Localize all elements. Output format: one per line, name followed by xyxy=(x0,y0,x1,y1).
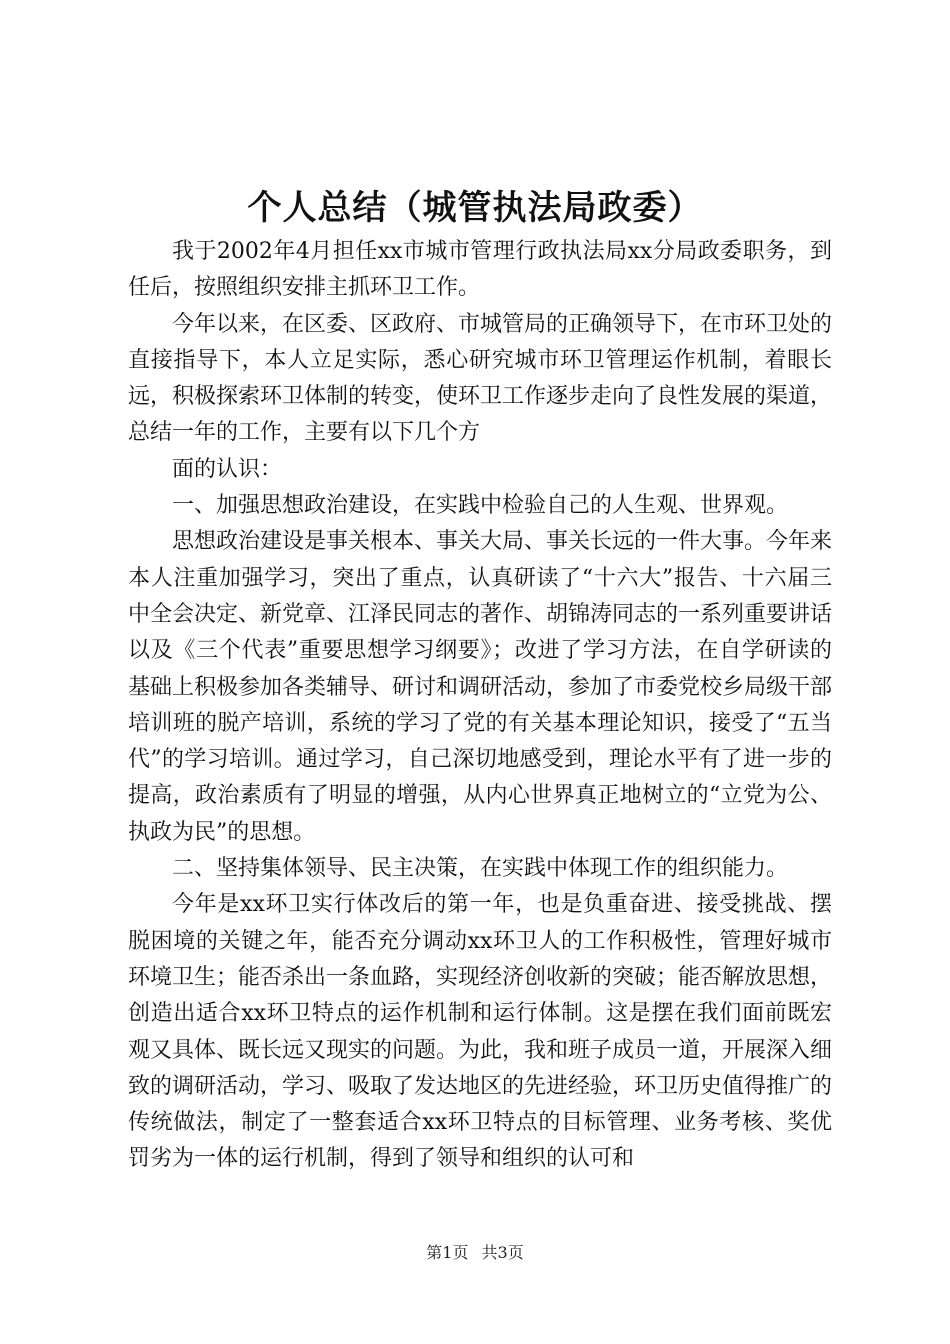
paragraph: 我于2002年4月担任xx市城市管理行政执法局xx分局政委职务，到任后，按照组织安排主抓环卫工作。 xyxy=(128,239,832,301)
paragraph: 面的认识： xyxy=(172,456,283,482)
section-heading: 一、加强思想政治建设，在实践中检验自己的人生观、世界观。 xyxy=(172,493,789,519)
section-heading: 二、坚持集体领导、民主决策，在实践中体现工作的组织能力。 xyxy=(172,856,789,882)
page-total: 共3页 xyxy=(481,1243,524,1262)
paragraph: 今年以来，在区委、区政府、市城管局的正确领导下，在市环卫处的直接指导下，本人立足实际，悉心研究城市环卫管理运作机制，着眼长远，积极探索环卫体制的转变，使环卫工作逐步走向了良性发展的渠道，总结一年的工作，主要有以下几个方 xyxy=(128,311,833,446)
document-body xyxy=(128,234,832,1178)
paragraph: 思想政治建设是事关根本、事关大局、事关长远的一件大事。今年来本人注重加强学习，突出了重点，认真研读了“十六大”报告、十六届三中全会决定、新党章、江泽民同志的著作、胡锦涛同志的一系列重要讲话以及《三个代表”重要思想学习纲要》；改进了学习方法，在自学研读的基础上积极参加各类辅导、研讨和调研活动，参加了市委党校乡局级干部培训班的脱产培训，系统的学习了党的有关基本理论知识，接受了“五当代”的学习培训。通过学习，自己深切地感受到，理论水平有了进一步的提高，政治素质有了明显的增强，从内心世界真正地树立的“立党为公、执政为民”的思想。 xyxy=(128,529,833,845)
page-footer xyxy=(0,1242,950,1264)
document-title: 个人总结（城管执法局政委） xyxy=(247,188,703,228)
page-number: 第1页 xyxy=(426,1243,469,1262)
paragraph: 今年是xx环卫实行体改后的第一年，也是负重奋进、接受挑战、摆脱困境的关键之年，能否充分调动xx环卫人的工作积极性，管理好城市环境卫生；能否杀出一条血路，实现经济创收新的突破；能否解放思想，创造出适合xx环卫特点的运作机制和运行体制。这是摆在我们面前既宏观又具体、既长远又现实的问题。为此，我和班子成员一道，开展深入细致的调研活动，学习、吸取了发达地区的先进经验，环卫历史值得推广的传统做法，制定了一整套适合xx环卫特点的目标管理、业务考核、奖优罚劣为一体的运行机制，得到了领导和组织的认可和 xyxy=(128,892,833,1172)
